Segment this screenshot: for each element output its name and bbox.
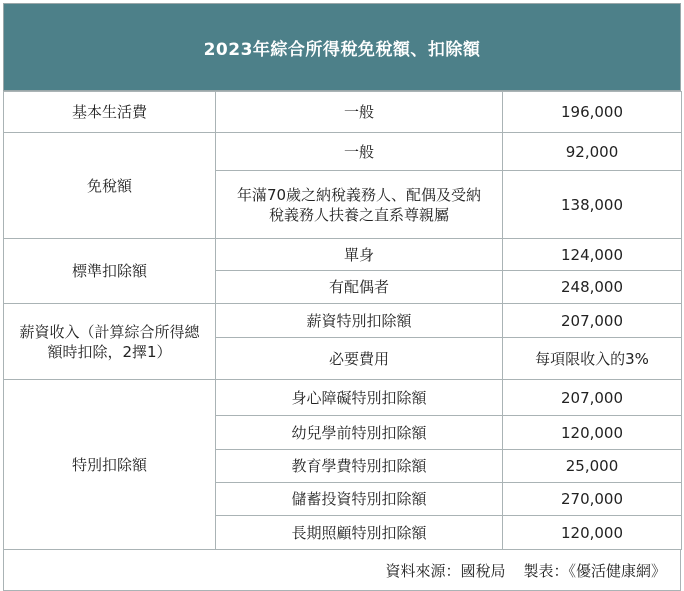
deduction-table: [3, 91, 682, 550]
item-cell: 一般: [216, 92, 503, 133]
category-cell: 薪資收入（計算綜合所得總額時扣除，2擇1）: [4, 304, 216, 380]
amount-cell: 每項限收入的3%: [503, 338, 682, 380]
category-cell: 免稅額: [4, 133, 216, 239]
amount-cell: 120,000: [503, 516, 682, 550]
source-note: 資料來源：國稅局: [385, 561, 506, 580]
amount-cell: 120,000: [503, 416, 682, 450]
amount-cell: 138,000: [503, 171, 682, 239]
amount-cell: 207,000: [503, 304, 682, 338]
item-cell: 有配偶者: [216, 271, 503, 304]
table-footer: [3, 550, 681, 591]
amount-cell: 25,000: [503, 450, 682, 483]
deduction-table-panel: [3, 3, 681, 591]
table-row: [4, 239, 682, 271]
item-cell: 教育學費特別扣除額: [216, 450, 503, 483]
item-cell: 單身: [216, 239, 503, 271]
item-cell: 年滿70歲之納稅義務人、配偶及受納稅義務人扶養之直系尊親屬: [216, 171, 503, 239]
amount-cell: 124,000: [503, 239, 682, 271]
table-row: [4, 380, 682, 416]
amount-cell: 248,000: [503, 271, 682, 304]
amount-cell: 92,000: [503, 133, 682, 171]
item-cell: 必要費用: [216, 338, 503, 380]
amount-cell: 196,000: [503, 92, 682, 133]
item-cell: 一般: [216, 133, 503, 171]
item-cell: 薪資特別扣除額: [216, 304, 503, 338]
maker-note: 製表：《優活健康網》: [523, 561, 666, 580]
amount-cell: 270,000: [503, 483, 682, 516]
table-title: 2023年綜合所得稅免稅額、扣除額: [3, 3, 681, 91]
category-cell: 基本生活費: [4, 92, 216, 133]
item-cell: 長期照顧特別扣除額: [216, 516, 503, 550]
item-cell: 儲蓄投資特別扣除額: [216, 483, 503, 516]
table-row: [4, 304, 682, 338]
category-cell: 標準扣除額: [4, 239, 216, 304]
category-cell: 特別扣除額: [4, 380, 216, 550]
table-row: [4, 133, 682, 171]
item-cell: 幼兒學前特別扣除額: [216, 416, 503, 450]
amount-cell: 207,000: [503, 380, 682, 416]
table-row: [4, 92, 682, 133]
item-cell: 身心障礙特別扣除額: [216, 380, 503, 416]
